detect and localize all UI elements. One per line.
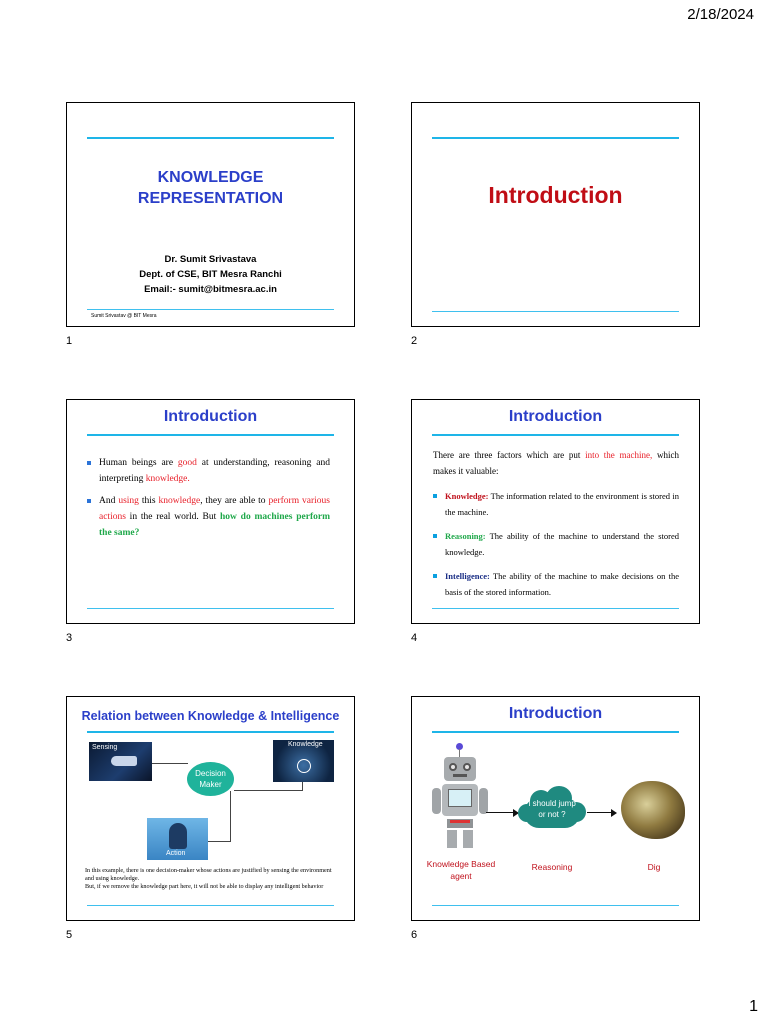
slide-3 <box>66 399 355 624</box>
slide-top-rule <box>87 731 334 733</box>
figure-shape <box>169 823 187 849</box>
slide-title: Introduction <box>508 408 603 425</box>
slide-top-rule <box>432 434 679 436</box>
slide-number-3: 3 <box>66 632 73 644</box>
title-line-1: KNOWLEDGE <box>157 169 264 186</box>
connector-line <box>152 763 188 764</box>
slide-footer-note: Sumit Srivastav @ BIT Mesra <box>91 313 157 319</box>
author-block <box>67 252 354 297</box>
caption-line-2: But, if we remove the knowledge part here, it will not be able to display any intelligent behavior <box>85 883 324 890</box>
author-name: Dr. Sumit Srivastava <box>164 254 257 265</box>
decision-maker-node: Decision Maker <box>187 762 234 796</box>
slide-2 <box>411 102 700 327</box>
print-date: 2/18/2024 <box>687 6 754 23</box>
title-line-2: REPRESENTATION <box>137 190 284 207</box>
slide-5 <box>66 696 355 921</box>
slide-1 <box>66 102 355 327</box>
thought-cloud <box>518 786 586 834</box>
bullet-list <box>87 455 330 541</box>
bullet-item: And using this knowledge, they are able to perform various actions in the real world. But how do machines perform the same? <box>87 493 330 541</box>
factor-list <box>433 488 679 600</box>
author-email: Email:- sumit@bitmesra.ac.in <box>144 284 277 295</box>
slide-top-rule <box>87 137 334 139</box>
connector-line <box>208 841 231 842</box>
author-dept: Dept. of CSE, BIT Mesra Ranchi <box>139 269 282 280</box>
brain-icon <box>297 759 311 773</box>
slide-top-rule <box>432 137 679 139</box>
knowledge-label: Knowledge <box>288 741 323 748</box>
slide-number-1: 1 <box>66 335 73 347</box>
factor-intelligence: Intelligence: The ability of the machine to make decisions on the basis of the stored information. <box>433 568 679 600</box>
action-image <box>147 818 208 860</box>
slide-title: Introduction <box>163 408 258 425</box>
slide-bottom-rule <box>432 311 679 312</box>
slide-number-2: 2 <box>411 335 418 347</box>
sensing-label: Sensing <box>92 744 118 751</box>
connector-line <box>234 790 302 791</box>
slide-4 <box>411 399 700 624</box>
slide-bottom-rule <box>87 905 334 906</box>
label-agent: Knowledge Based agent <box>426 859 496 881</box>
slide-title: Introduction <box>488 182 623 208</box>
page-number: 1 <box>749 998 758 1015</box>
robot-icon <box>432 743 488 853</box>
label-reasoning: Reasoning <box>531 862 573 872</box>
slide-number-4: 4 <box>411 632 418 644</box>
caption <box>85 867 342 891</box>
slide-title: Introduction <box>508 705 603 722</box>
arrow-head-icon <box>611 809 617 817</box>
connector-line <box>302 782 303 791</box>
arrow-line <box>587 812 614 813</box>
factor-knowledge: Knowledge: The information related to the environment is stored in the machine. <box>433 488 679 520</box>
caption-line-1: In this example, there is one decision-maker whose actions are justified by sensing the environment and using knowledge. <box>85 867 332 882</box>
bullet-item: Human beings are good at understanding, reasoning and interpreting knowledge. <box>87 455 330 487</box>
arrow-line <box>486 812 516 813</box>
slide-bottom-rule <box>432 905 679 906</box>
slide-6 <box>411 696 700 921</box>
slide-number-5: 5 <box>66 929 73 941</box>
knowledge-image <box>273 740 334 782</box>
action-label: Action <box>166 850 186 857</box>
slide-top-rule <box>87 434 334 436</box>
slide-bottom-rule <box>87 608 334 609</box>
slide-title <box>67 167 354 209</box>
intro-paragraph: There are three factors which are put into the machine, which makes it valuable: <box>433 450 679 476</box>
slide-bottom-rule <box>432 608 679 609</box>
hand-shape <box>111 756 137 766</box>
slide-bottom-rule <box>87 309 334 310</box>
slide-top-rule <box>432 731 679 733</box>
connector-line <box>230 791 231 841</box>
cloud-text: I should jump or not ? <box>528 799 576 819</box>
slide-number-6: 6 <box>411 929 418 941</box>
slide-title: Relation between Knowledge & Intelligence <box>81 709 340 723</box>
factor-reasoning: Reasoning: The ability of the machine to understand the stored knowledge. <box>433 528 679 560</box>
hole-icon <box>621 781 685 839</box>
sensing-image <box>89 742 152 781</box>
label-dig: Dig <box>647 862 661 872</box>
